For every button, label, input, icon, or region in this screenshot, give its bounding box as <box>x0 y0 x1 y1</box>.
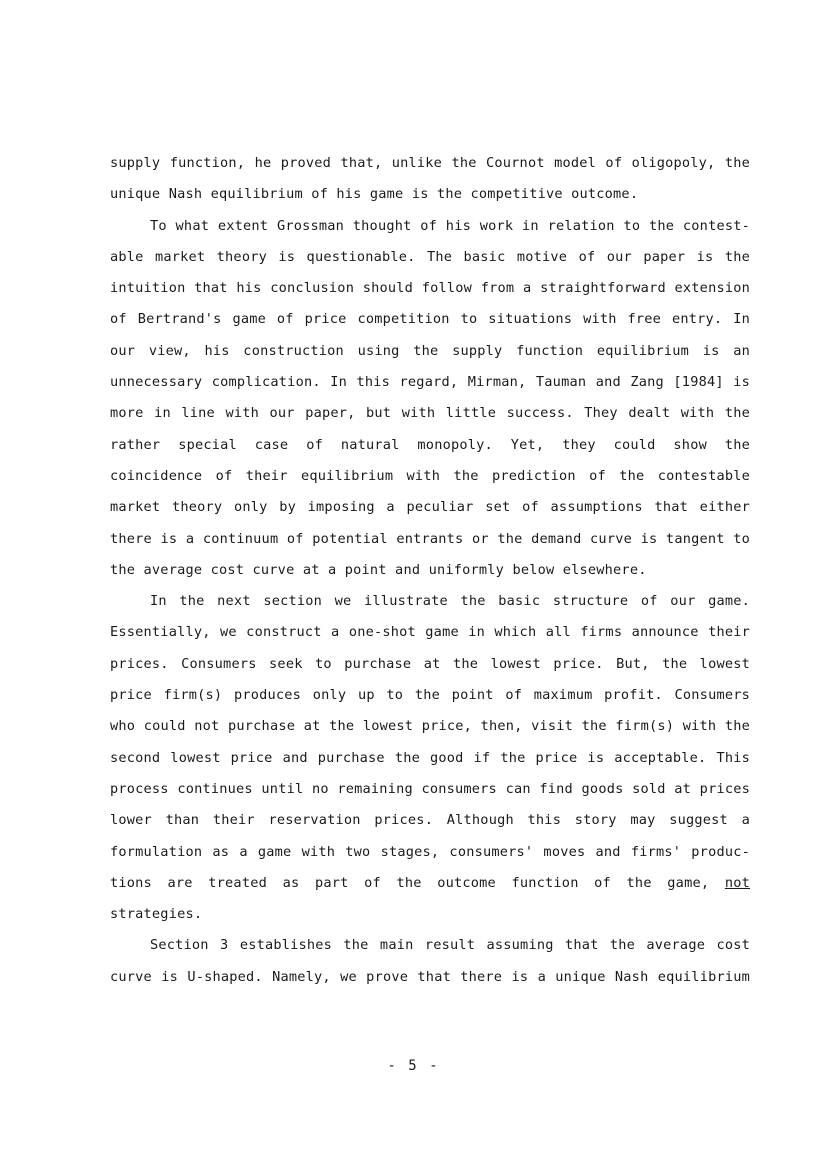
text-line: our view, his construction using the supply function equilibrium is an <box>110 342 750 359</box>
text-line: who could not purchase at the lowest price, then, visit the firm(s) with the <box>110 718 750 735</box>
text-line: there is a continuum of potential entrants or the demand curve is tangent to <box>110 530 750 547</box>
text-line: able market theory is questionable. The basic motive of our paper is the <box>110 248 750 265</box>
text-line: more in line with our paper, but with little success. They dealt with the <box>110 405 750 422</box>
body-text <box>110 148 750 993</box>
text-line: curve is U-shaped. Namely, we prove that there is a unique Nash equilibrium <box>110 968 750 985</box>
text-line: price firm(s) produces only up to the point of maximum profit. Consumers <box>110 687 750 704</box>
text-line: prices. Consumers seek to purchase at the lowest price. But, the lowest <box>110 655 750 672</box>
text-line: supply function, he proved that, unlike the Cournot model of oligopoly, the <box>110 155 750 171</box>
text-line: unnecessary complication. In this regard, Mirman, Tauman and Zang [1984] is <box>110 374 750 391</box>
text-line: intuition that his conclusion should follow from a straightforward extension <box>110 280 750 297</box>
text-line: strategies. <box>110 906 203 923</box>
text-line: lower than their reservation prices. Although this story may suggest a <box>110 812 750 829</box>
text-line: of Bertrand's game of price competition to situations with free entry. In <box>110 311 750 328</box>
text-line: To what extent Grossman thought of his work in relation to the contest- <box>150 217 750 234</box>
text-line: second lowest price and purchase the good if the price is acceptable. This <box>110 749 750 766</box>
text-line: Section 3 establishes the main result assuming that the average cost <box>150 937 750 954</box>
text-segment: tions are treated as part of the outcome function of the game, <box>110 874 710 891</box>
text-line: In the next section we illustrate the basic structure of our game. <box>150 593 750 610</box>
text-line: Essentially, we construct a one-shot game in which all firms announce their <box>110 624 750 641</box>
page-number: - 5 - <box>387 1058 440 1074</box>
text-line: process continues until no remaining consumers can find goods sold at prices <box>110 780 750 797</box>
text-line: formulation as a game with two stages, consumers' moves and firms' produc- <box>110 843 750 860</box>
text-line: market theory only by imposing a peculiar set of assumptions that either <box>110 499 750 516</box>
text-line: unique Nash equilibrium of his game is the competitive outcome. <box>110 186 639 203</box>
text-line: rather special case of natural monopoly. Yet, they could show the <box>110 436 750 453</box>
text-line: coincidence of their equilibrium with the prediction of the contestable <box>110 467 750 484</box>
text-line: the average cost curve at a point and uniformly below elsewhere. <box>110 561 647 578</box>
underlined-word: not <box>724 874 750 891</box>
text-line-with-emphasis <box>110 868 750 899</box>
